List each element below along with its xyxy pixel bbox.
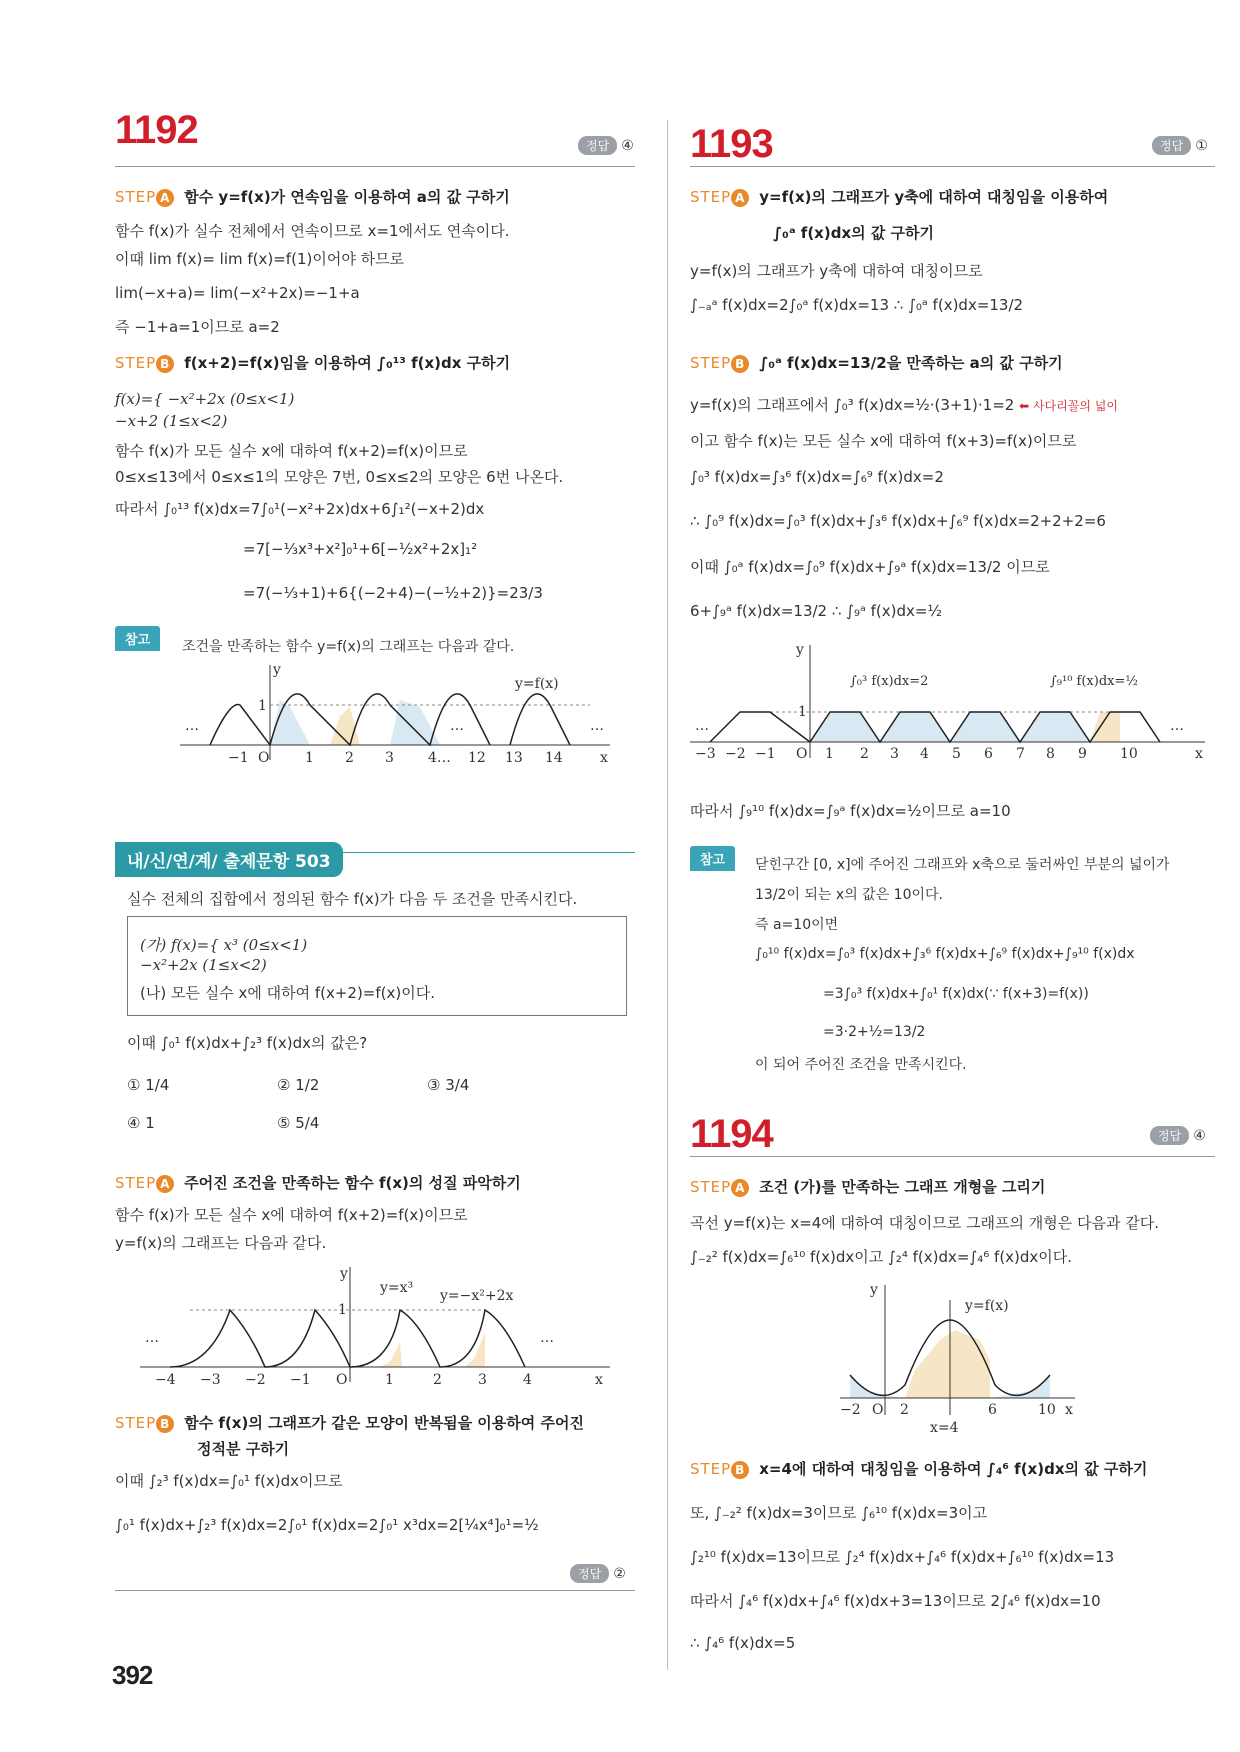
label: 3: [478, 1372, 487, 1387]
note-math: ∫₀¹⁰ f(x)dx=∫₀³ f(x)dx+∫₃⁶ f(x)dx+∫₆⁹ f(x)dx+∫₉¹⁰ f(x)dx: [755, 946, 1135, 962]
curve: [510, 694, 570, 745]
math-line: f(x)={ −x²+2x (0≤x<1): [115, 390, 295, 408]
label: 1: [258, 698, 267, 714]
note-text: 조건을 만족하는 함수 y=f(x)의 그래프는 다음과 같다.: [182, 639, 515, 655]
note-math: =3∫₀³ f(x)dx+∫₀¹ f(x)dx(∵ f(x+3)=f(x)): [823, 986, 1089, 1002]
step-tag: STEP A: [690, 1178, 749, 1196]
text-line: 함수 f(x)가 모든 실수 x에 대하여 f(x+2)=f(x)이므로: [115, 442, 468, 460]
side-note: ⬅ 사다리꼴의 넓이: [1019, 399, 1118, 413]
label: …: [540, 1330, 554, 1346]
label: x: [1065, 1402, 1073, 1418]
label: …: [185, 718, 199, 734]
label: −2: [840, 1402, 861, 1418]
math-line: =7(−⅓+1)+6{(−2+4)−(−½+2)}=23/3: [243, 584, 543, 602]
math-line: 따라서 ∫₉¹⁰ f(x)dx=∫₉ᵃ f(x)dx=½이므로 a=10: [690, 802, 1011, 820]
problem-number-1193: 1193: [690, 122, 773, 166]
step-a-heading: STEP A 주어진 조건을 만족하는 함수 f(x)의 성질 파악하기: [115, 1174, 521, 1192]
label: −3: [695, 746, 716, 760]
answer-badge-1192: [578, 136, 634, 155]
label: O: [336, 1372, 348, 1387]
choice-4[interactable]: ④ 1: [127, 1114, 155, 1132]
math-line: ∫₀¹ f(x)dx+∫₂³ f(x)dx=2∫₀¹ f(x)dx=2∫₀¹ x³dx=2[¼x⁴]₀¹=½: [115, 1516, 539, 1534]
label: x: [600, 750, 608, 766]
step-b-heading: STEP B f(x+2)=f(x)임을 이용하여 ∫₀¹³ f(x)dx 구하기: [115, 354, 511, 372]
answer-label: 정답: [578, 136, 617, 155]
label: y=−x²+2x: [440, 1288, 514, 1304]
math-line: 이때 ∫₂³ f(x)dx=∫₀¹ f(x)dx이므로: [115, 1472, 343, 1490]
label: y=x³: [380, 1280, 414, 1296]
label: …: [695, 718, 709, 734]
step-a-heading: STEP A 함수 y=f(x)가 연속임을 이용하여 a의 값 구하기: [115, 188, 510, 206]
condition-line: (나) 모든 실수 x에 대하여 f(x+2)=f(x)이다.: [140, 984, 435, 1002]
area-shade: [380, 1342, 402, 1367]
problem-number-1194: 1194: [690, 1112, 773, 1156]
answer-badge-1194: [1150, 1126, 1206, 1145]
label: O: [872, 1402, 884, 1418]
section-rule: [115, 1590, 635, 1591]
answer-value: ④: [1193, 1128, 1206, 1144]
condition-line: −x²+2x (1≤x<2): [140, 956, 267, 974]
step-b-heading-cont: 정적분 구하기: [197, 1440, 290, 1458]
answer-label: 정답: [570, 1564, 609, 1583]
label: 7: [1016, 746, 1025, 760]
label: −1: [290, 1372, 311, 1387]
label: 3: [385, 750, 394, 766]
label: y: [796, 642, 804, 658]
note-text: 13/2이 되는 x의 값은 10이다.: [755, 887, 943, 903]
choice-3[interactable]: ③ 3/4: [427, 1076, 470, 1094]
text-line: 0≤x≤13에서 0≤x≤1의 모양은 7번, 0≤x≤2의 모양은 6번 나온다.: [115, 468, 564, 486]
label: −2: [725, 746, 746, 760]
label: 3: [890, 746, 899, 760]
problem-number-1192: 1192: [115, 108, 198, 152]
math-line: −x+2 (1≤x<2): [115, 412, 228, 430]
math-line: ∫₋₂² f(x)dx=∫₆¹⁰ f(x)dx이고 ∫₂⁴ f(x)dx=∫₄⁶ f(x)dx이다.: [690, 1248, 1073, 1266]
label: 9: [1078, 746, 1087, 760]
label: O: [258, 750, 270, 766]
math-line: ∴ ∫₄⁶ f(x)dx=5: [690, 1634, 796, 1652]
note-tag: 참고: [690, 846, 735, 871]
page-number: 392: [112, 1660, 153, 1690]
label: 1: [825, 746, 834, 760]
note-text: 즉 a=10이면: [755, 917, 839, 933]
problem-rule: [115, 166, 635, 167]
note-math: =3·2+½=13/2: [823, 1024, 926, 1040]
label: y: [870, 1282, 878, 1298]
note-tag: 참고: [115, 626, 160, 651]
step-tag: STEP B: [690, 354, 749, 372]
label: 1: [798, 704, 807, 720]
label: −3: [200, 1372, 221, 1387]
step-b-heading: STEP B ∫₀ᵃ f(x)dx=13/2을 만족하는 a의 값 구하기: [690, 354, 1063, 372]
text-line: 함수 f(x)가 실수 전체에서 연속이므로 x=1에서도 연속이다.: [115, 222, 510, 240]
math-line: lim(−x+a)= lim(−x²+2x)=−1+a: [115, 284, 360, 302]
problem-rule: [690, 166, 1215, 167]
label: −2: [245, 1372, 266, 1387]
graph-1192: [180, 660, 620, 770]
label: …: [450, 718, 464, 734]
label: 1: [385, 1372, 394, 1387]
label: 8: [1046, 746, 1055, 760]
label: 10: [1038, 1402, 1056, 1418]
step-tag: STEP B: [115, 1414, 174, 1432]
answer-value: ②: [613, 1566, 626, 1582]
step-a-heading: STEP A y=f(x)의 그래프가 y축에 대하여 대칭임을 이용하여: [690, 188, 1109, 206]
choice-5[interactable]: ⑤ 5/4: [277, 1114, 320, 1132]
note-text: 닫힌구간 [0, x]에 주어진 그래프와 x축으로 둘러싸인 부분의 넓이가: [755, 857, 1170, 873]
math-line: 따라서 ∫₀¹³ f(x)dx=7∫₀¹(−x²+2x)dx+6∫₁²(−x+2)dx: [115, 500, 485, 518]
text-line: y=f(x)의 그래프가 y축에 대하여 대칭이므로: [690, 262, 983, 280]
step-b-heading: STEP B 함수 f(x)의 그래프가 같은 모양이 반복됨을 이용하여 주어진: [115, 1414, 584, 1432]
math-line: 즉 −1+a=1이므로 a=2: [115, 318, 280, 336]
label: y=f(x): [965, 1298, 1009, 1314]
step-a-heading: STEP A 조건 (가)를 만족하는 그래프 개형을 그리기: [690, 1178, 1046, 1196]
label: …: [590, 718, 604, 734]
label: 13: [505, 750, 523, 766]
graph-1193: [690, 640, 1215, 760]
label: 6: [988, 1402, 997, 1418]
math-line: y=f(x)의 그래프에서 ∫₀³ f(x)dx=½·(3+1)·1=2 ⬅ 사다리꼴의 넓이: [690, 396, 1118, 414]
math-line: 6+∫₉ᵃ f(x)dx=13/2 ∴ ∫₉ᵃ f(x)dx=½: [690, 602, 943, 620]
label: x: [595, 1372, 603, 1387]
text-line: 이고 함수 f(x)는 모든 실수 x에 대하여 f(x+3)=f(x)이므로: [690, 432, 1077, 450]
label: 12: [468, 750, 486, 766]
step-tag: STEP B: [115, 354, 174, 372]
step-tag: STEP A: [115, 1174, 174, 1192]
answer-value: ④: [621, 138, 634, 154]
step-tag: STEP A: [115, 188, 174, 206]
text-line: 곡선 y=f(x)는 x=4에 대하여 대칭이므로 그래프의 개형은 다음과 같다.: [690, 1214, 1159, 1232]
area-shade: [905, 1330, 990, 1398]
math-line: =7[−⅓x³+x²]₀¹+6[−½x²+2x]₁²: [243, 540, 478, 558]
label: y: [340, 1266, 348, 1282]
answer-label: 정답: [1150, 1126, 1189, 1145]
math-line: ∫₋ₐᵃ f(x)dx=2∫₀ᵃ f(x)dx=13 ∴ ∫₀ᵃ f(x)dx=13/2: [690, 296, 1024, 314]
label: x: [1195, 746, 1203, 760]
area-shade: [1090, 712, 1120, 742]
label: y: [273, 662, 281, 678]
math-line: 이때 ∫₀ᵃ f(x)dx=∫₀⁹ f(x)dx+∫₉ᵃ f(x)dx=13/2 이므로: [690, 558, 1050, 576]
label: −4: [155, 1372, 176, 1387]
label: 6: [984, 746, 993, 760]
area-shade: [270, 700, 310, 745]
step-a-heading-cont: ∫₀ᵃ f(x)dx의 값 구하기: [773, 224, 935, 242]
label: 1: [305, 750, 314, 766]
label: 1: [338, 1302, 347, 1318]
answer-label: 정답: [1152, 136, 1191, 155]
naesin-banner: 내/신/연/계/ 출제문항 503: [115, 842, 343, 877]
text-line: y=f(x)의 그래프는 다음과 같다.: [115, 1234, 327, 1252]
condition-line: (가) f(x)={ x³ (0≤x<1): [140, 936, 308, 954]
math-line: 따라서 ∫₄⁶ f(x)dx+∫₄⁶ f(x)dx+3=13이므로 2∫₄⁶ f(x)dx=10: [690, 1592, 1101, 1610]
area-shade: [465, 1332, 485, 1367]
column-divider: [667, 120, 668, 1670]
answer-badge-1193: [1152, 136, 1208, 155]
label: O: [796, 746, 808, 760]
step-tag: STEP A: [690, 188, 749, 206]
label: 4: [523, 1372, 532, 1387]
label: 2: [345, 750, 354, 766]
choice-2[interactable]: ② 1/2: [277, 1076, 320, 1094]
answer-value: ①: [1195, 138, 1208, 154]
curve: [170, 1310, 525, 1367]
label: 10: [1120, 746, 1138, 760]
step-tag: STEP B: [690, 1460, 749, 1478]
label: x=4: [930, 1420, 959, 1436]
label: ∫₉¹⁰ f(x)dx=½: [1050, 674, 1138, 689]
label: −1: [228, 750, 249, 766]
label: 4: [920, 746, 929, 760]
label: ∫₀³ f(x)dx=2: [850, 674, 929, 689]
label: …: [145, 1330, 159, 1346]
graph-1194: [840, 1280, 1085, 1440]
text-line: 함수 f(x)가 모든 실수 x에 대하여 f(x+2)=f(x)이므로: [115, 1206, 468, 1224]
math-line: 이때 lim f(x)= lim f(x)=f(1)이어야 하므로: [115, 250, 405, 268]
label: 4…: [428, 750, 451, 766]
math-line: 또, ∫₋₂² f(x)dx=3이므로 ∫₆¹⁰ f(x)dx=3이고: [690, 1504, 988, 1522]
label: 2: [433, 1372, 442, 1387]
step-b-heading: STEP B x=4에 대하여 대칭임을 이용하여 ∫₄⁶ f(x)dx의 값 구하기: [690, 1460, 1148, 1478]
question-text: 이때 ∫₀¹ f(x)dx+∫₂³ f(x)dx의 값은?: [127, 1034, 368, 1052]
choice-1[interactable]: ① 1/4: [127, 1076, 170, 1094]
label: 14: [545, 750, 563, 766]
label: 2: [860, 746, 869, 760]
label: 5: [952, 746, 961, 760]
label: …: [1170, 718, 1184, 734]
label: −1: [755, 746, 776, 760]
math-line: ∴ ∫₀⁹ f(x)dx=∫₀³ f(x)dx+∫₃⁶ f(x)dx+∫₆⁹ f(x)dx=2+2+2=6: [690, 512, 1106, 530]
graph-naesin: [140, 1262, 620, 1387]
question-text: 실수 전체의 집합에서 정의된 함수 f(x)가 다음 두 조건을 만족시킨다.: [127, 890, 578, 908]
label: 2: [900, 1402, 909, 1418]
label: y=f(x): [515, 676, 559, 692]
note-text: 이 되어 주어진 조건을 만족시킨다.: [755, 1057, 967, 1073]
math-line: ∫₂¹⁰ f(x)dx=13이므로 ∫₂⁴ f(x)dx+∫₄⁶ f(x)dx+∫₆¹⁰ f(x)dx=13: [690, 1548, 1115, 1566]
answer-badge-naesin: [570, 1564, 626, 1583]
math-line: ∫₀³ f(x)dx=∫₃⁶ f(x)dx=∫₆⁹ f(x)dx=2: [690, 468, 944, 486]
problem-rule: [690, 1156, 1215, 1157]
